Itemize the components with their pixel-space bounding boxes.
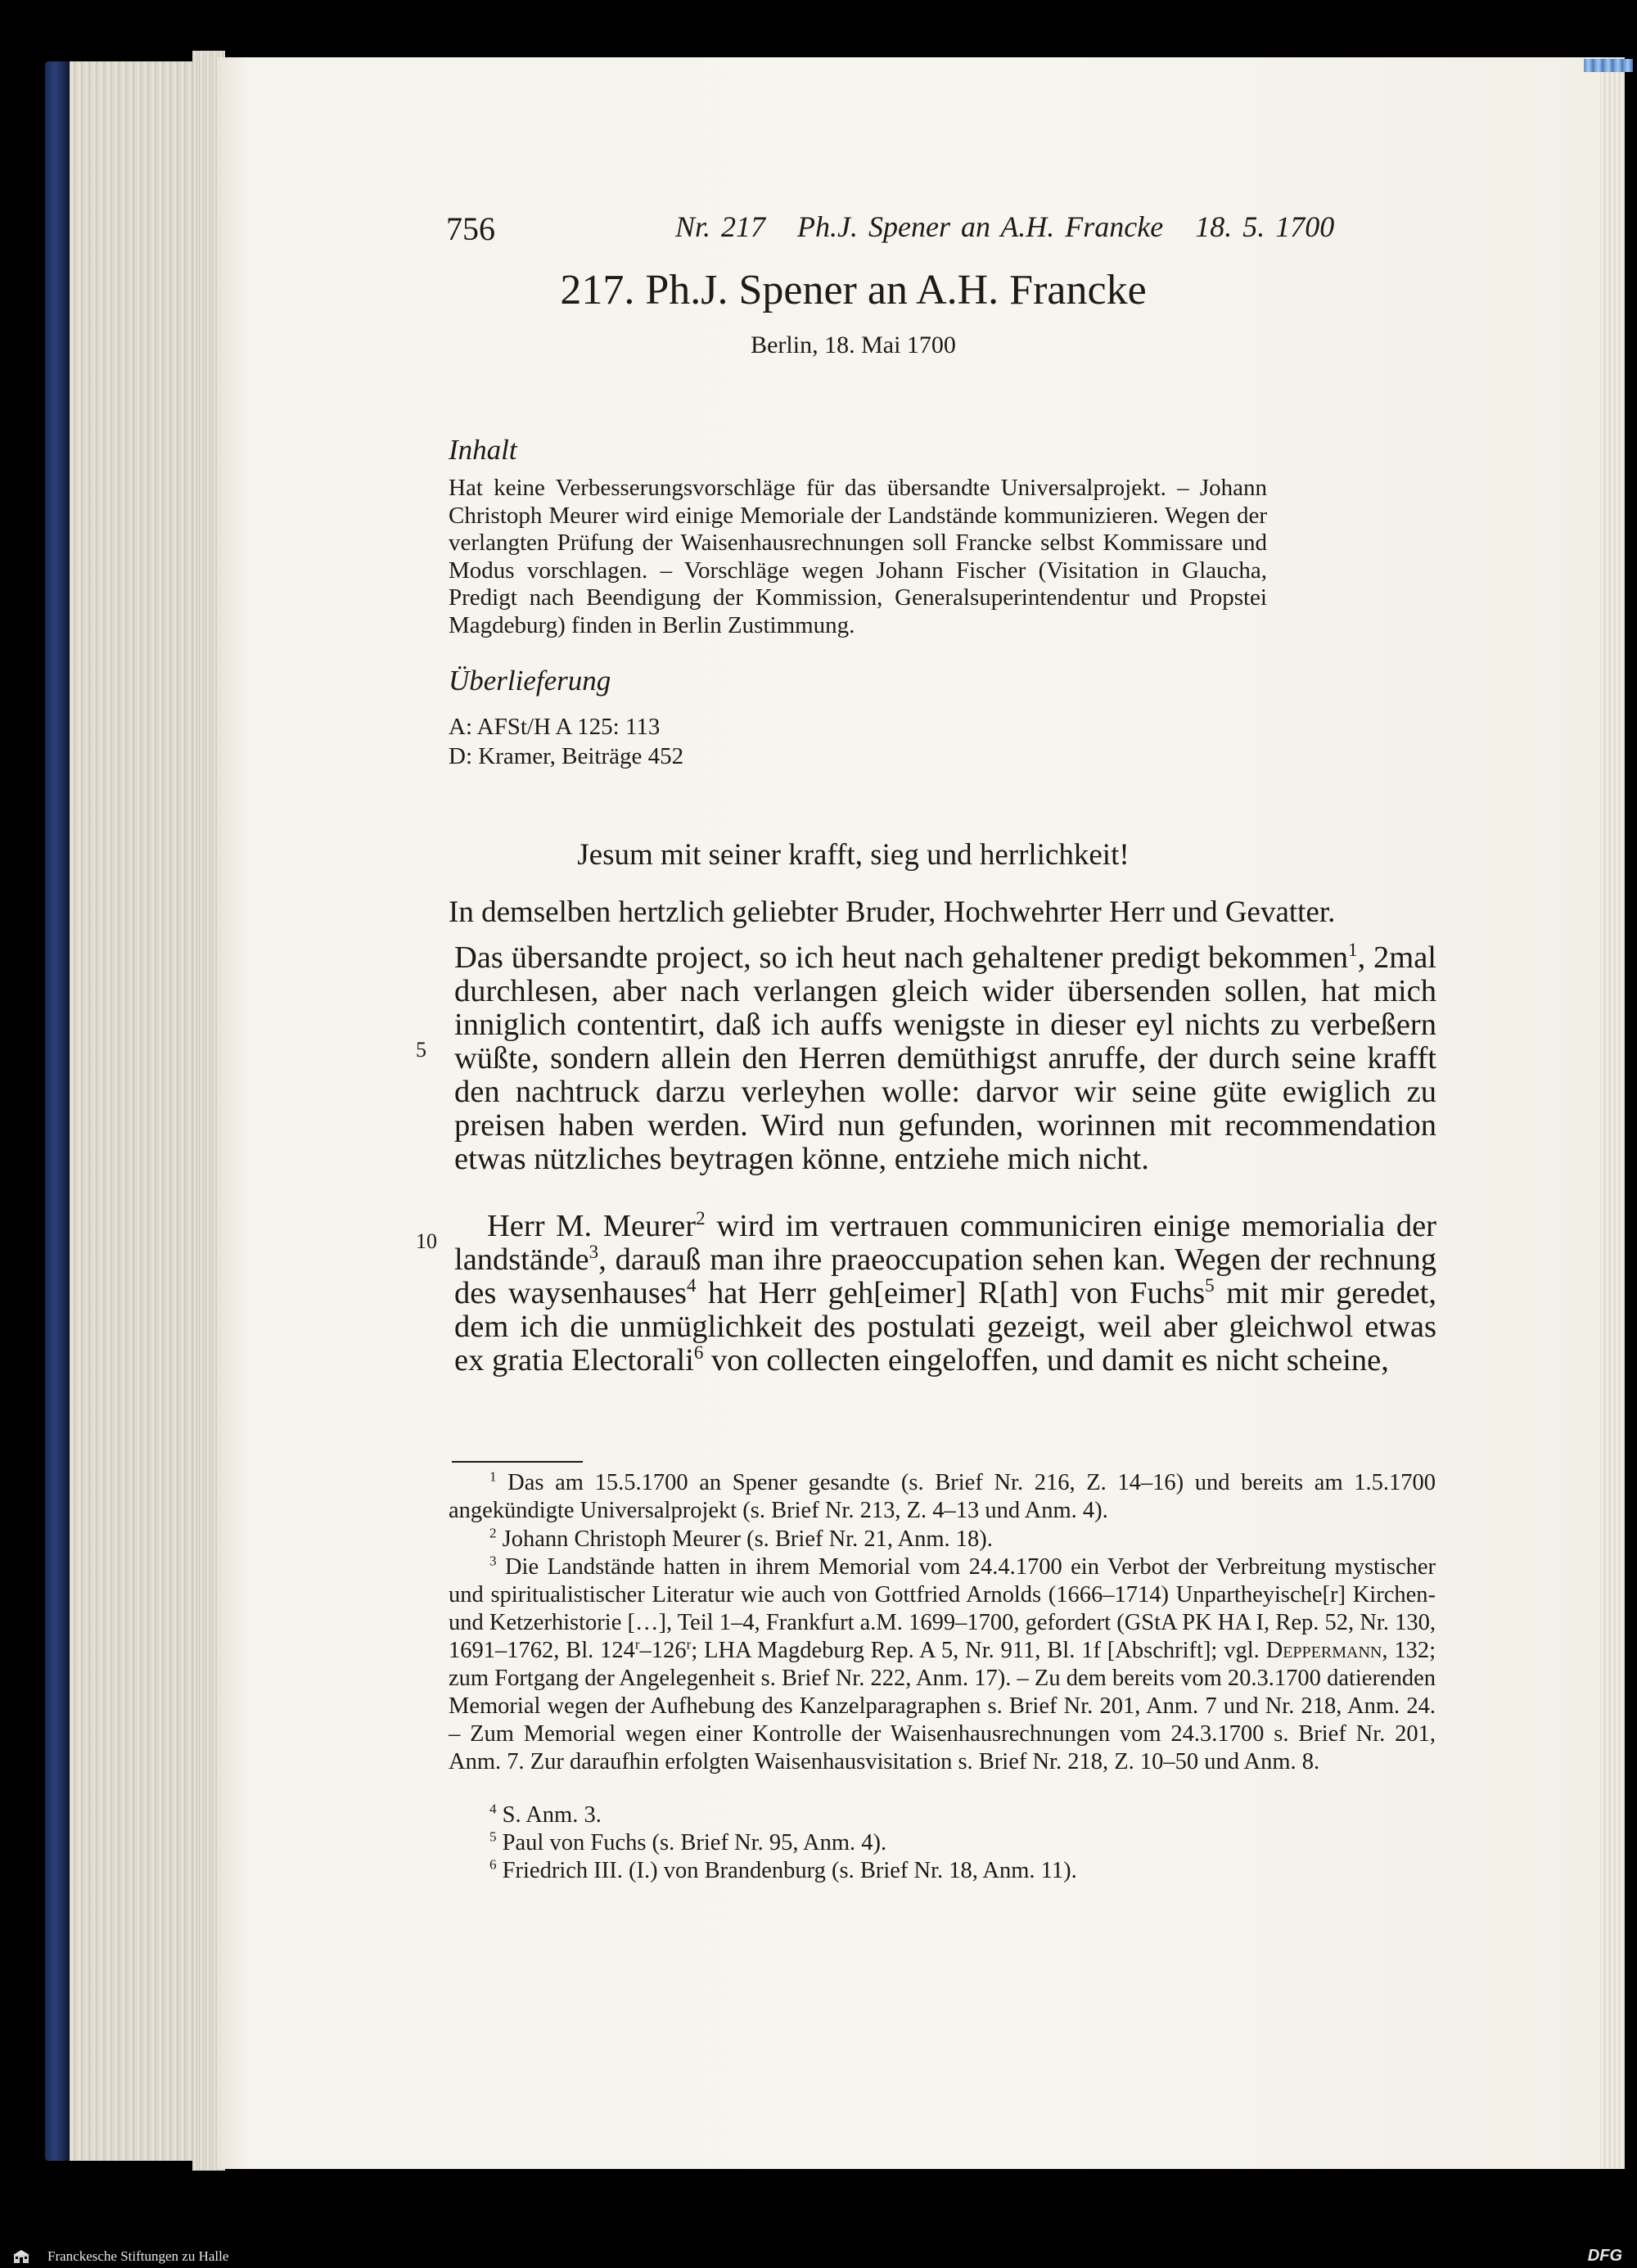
footnote-text: , 132; zum Fortgang der Angelegenheit s. Brief Nr. 222, Anm. 17). – Zu dem bereits vom 20.3.1700 datierenden Memorial wegen der Aufhebung des Kanzelparagraphen s. Brief Nr. 201, Anm. 7 und Nr. 218, Anm. 24. – Zum Memorial wegen einer Kontrolle der Waisenhausrechnungen vom 24.3.1700 s. Brief Nr. 201, Anm. 7. Zur daraufhin erfolgten Waisenhausvisitation s. Brief Nr. 218, Z. 10–50 und Anm. 8. xyxy=(449,1638,1436,1774)
footer-institution: Franckesche Stiftungen zu Halle xyxy=(47,2248,229,2264)
recto-mark: r xyxy=(634,1636,640,1653)
footnote-2 xyxy=(449,1526,1436,1553)
footnote-text: Die Landstände hatten in ihrem Memorial vom 24.4.1700 ein Verbot der Verbreitung mystischer und spiritualistischer Literatur wie auch von Gottfried Arnolds (1666–1714) Unpartheyische[r] Kirchen- und Ketzerhistorie […], Teil 1–4, Frankfurt a.M. 1699–1700, gefordert (GStA PK HA I, Rep. 52, Nr. 130, 1691–1762, Bl. 124 xyxy=(449,1554,1436,1663)
footnote-ref[interactable]: 5 xyxy=(1205,1274,1215,1296)
footnote-ref[interactable]: 3 xyxy=(589,1241,599,1263)
inhalt-heading: Inhalt xyxy=(449,434,517,466)
book-spine xyxy=(45,61,213,2161)
source-d: D: Kramer, Beiträge 452 xyxy=(449,743,684,769)
footnote-text: Das am 15.5.1700 an Spener gesandte (s. Brief Nr. 216, Z. 14–16) und bereits am 1.5.1700 angekündigte Universalprojekt (s. Brief Nr. 213, Z. 4–13 und Anm. 4). xyxy=(449,1470,1436,1523)
body-text-run: mit mir geredet, dem ich die unmüglichkeit des postulati gezeigt, weil aber gleichwol etwas ex gratia Electorali xyxy=(454,1276,1436,1377)
footnote-ref[interactable]: 6 xyxy=(693,1341,704,1364)
body-text-run: , darauß man ihre praeoccupation sehen kan. Wegen der rechnung des waysenhauses xyxy=(454,1242,1436,1310)
body-paragraph-2 xyxy=(454,1207,1436,1377)
body-text-run: Herr M. Meurer xyxy=(487,1209,697,1243)
page-number: 756 xyxy=(446,210,495,247)
body-text-run: von collecten eingeloffen, und damit es nicht scheine, xyxy=(703,1343,1389,1377)
body-text-run: hat Herr geh[eimer] R[ath] von Fuchs xyxy=(696,1276,1206,1310)
footer-bar xyxy=(0,2247,1637,2268)
right-page-edge xyxy=(1600,57,1625,2169)
building-crest-icon xyxy=(11,2248,31,2267)
body-text-run: , 2mal durchlesen, aber nach verlangen gleich wider übersenden sollen, hat mich inniglich contentirt, daß ich auffs wenigste in dieser eyl nichts zu verbeßern wüßte, sondern allein den Herren demüthigst anruffe, der durch seine krafft den nachtruck darzu verleyhen wolle: darvor wir seine güte ewiglich zu preisen haben werden. Wird nun gefunden, worinnen mit recommendation etwas nützliches beytragen könne, entziehe mich nicht. xyxy=(454,940,1437,1176)
footnote-text: –126 xyxy=(639,1638,687,1663)
footnote-number: 1 xyxy=(489,1468,497,1485)
footnote-text: Johann Christoph Meurer (s. Brief Nr. 21, Anm. 18). xyxy=(496,1526,993,1552)
footnote-4 xyxy=(449,1801,1436,1829)
footnote-3 xyxy=(449,1553,1436,1776)
footnote-number: 4 xyxy=(489,1801,497,1817)
line-number-10: 10 xyxy=(416,1229,437,1253)
footnote-ref[interactable]: 2 xyxy=(696,1207,706,1229)
ueberlieferung-sources xyxy=(449,712,940,771)
body-paragraph-1 xyxy=(454,941,1436,1176)
ueberlieferung-heading: Überlieferung xyxy=(449,665,611,697)
source-a: A: AFSt/H A 125: 113 xyxy=(449,714,661,740)
author-small-caps: Deppermann xyxy=(1265,1638,1382,1663)
running-title: Nr. 217 Ph.J. Spener an A.H. Francke 18. 5. 1700 xyxy=(675,210,1335,243)
footnote-text: Friedrich III. (I.) von Brandenburg (s. Brief Nr. 18, Anm. 11). xyxy=(496,1858,1077,1883)
footnote-5 xyxy=(449,1829,1436,1857)
footnote-ref[interactable]: 1 xyxy=(1348,939,1358,961)
body-text-run: wird im vertrauen communiciren einige memorialia der landstände xyxy=(454,1209,1436,1277)
footnote-text: S. Anm. 3. xyxy=(496,1802,602,1828)
blue-marker-edge xyxy=(1584,59,1633,72)
letter-title: 217. Ph.J. Spener an A.H. Francke xyxy=(560,267,1147,313)
footnote-1 xyxy=(449,1469,1436,1525)
inhalt-summary: Hat keine Verbesserungsvorschläge für das übersandte Universalprojekt. – Johann Christoph Meurer wird einige Memoriale der Landstände kommunizieren. Wegen der verlangten Prüfung der Waisenhausrechnungen soll Francke selbst Kommissare und Modus vorschlagen. – Vorschläge wegen Johann Fischer (Visitation in Glaucha, Predigt nach Beendigung der Kommission, Generalsuperintendentur und Propstei Magdeburg) finden in Berlin Zustimmung. xyxy=(449,475,1267,638)
footnote-number: 3 xyxy=(489,1553,497,1569)
line-number-5: 5 xyxy=(416,1038,426,1062)
footnote-number: 5 xyxy=(489,1828,497,1845)
body-text-run: Das übersandte project, so ich heut nach gehaltener predigt bekommen xyxy=(454,940,1349,975)
letter-dateline: Berlin, 18. Mai 1700 xyxy=(751,331,956,358)
footnote-text: ; LHA Magdeburg Rep. A 5, Nr. 911, Bl. 1f [Abschrift]; vgl. xyxy=(691,1638,1266,1663)
recto-mark: r xyxy=(686,1636,692,1653)
footnote-6 xyxy=(449,1857,1436,1885)
address-line: In demselben hertzlich geliebter Bruder, Hochwehrter Herr und Gevatter. xyxy=(449,895,1336,929)
salutation: Jesum mit seiner krafft, sieg und herrlichkeit! xyxy=(577,838,1130,872)
dfg-logo: DFG xyxy=(1587,2247,1622,2265)
footnote-number: 2 xyxy=(489,1525,497,1541)
footnote-rule xyxy=(452,1461,583,1463)
footnote-ref[interactable]: 4 xyxy=(686,1274,697,1296)
footnote-text: Paul von Fuchs (s. Brief Nr. 95, Anm. 4). xyxy=(496,1830,887,1855)
footnote-number: 6 xyxy=(489,1856,497,1873)
